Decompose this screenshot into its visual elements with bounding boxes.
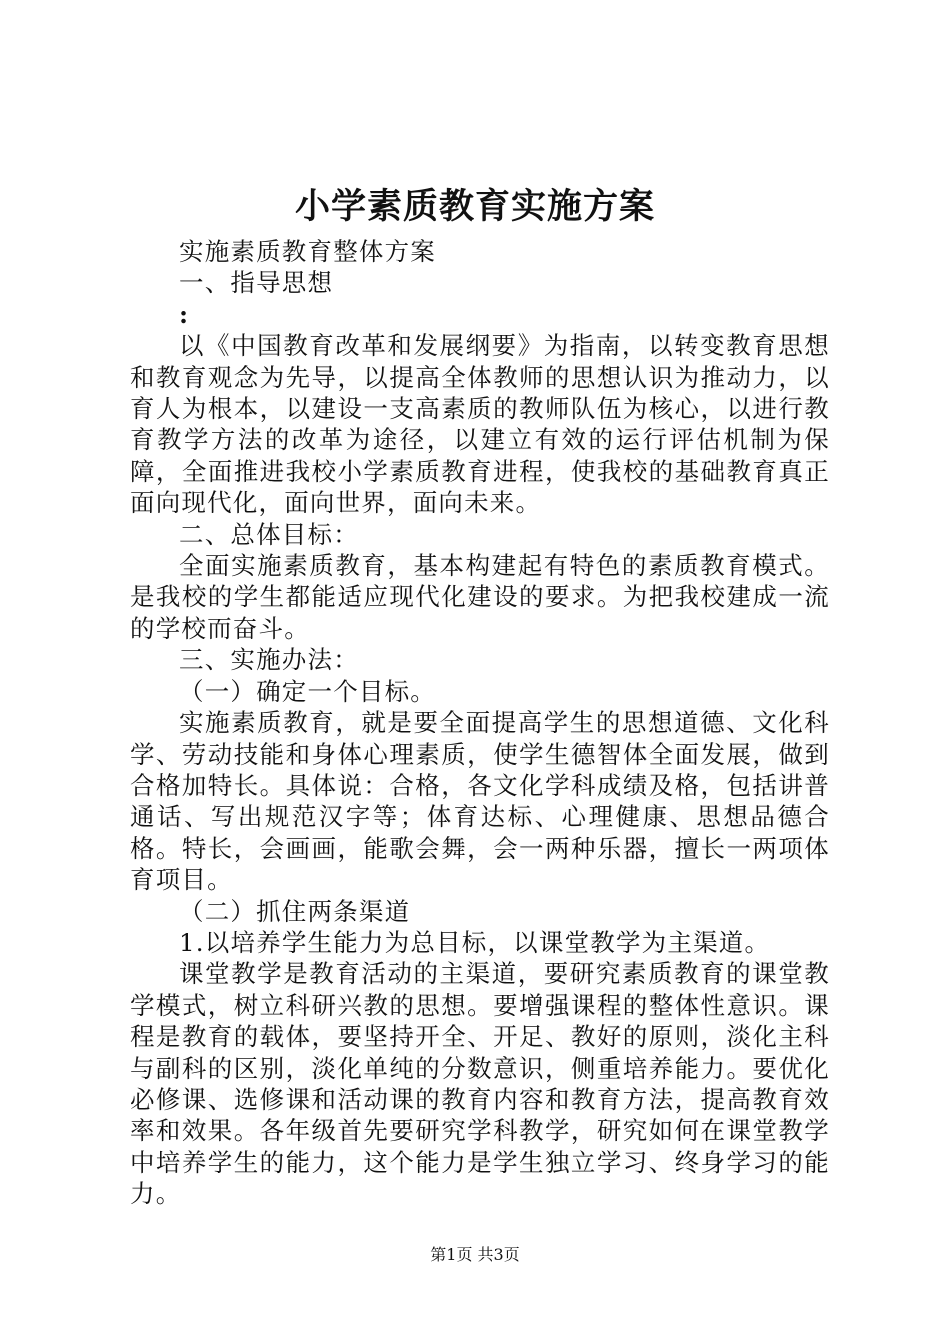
paragraph-guiding-thought: 以《中国教育改革和发展纲要》为指南，以转变教育思想和教育观念为先导，以提高全体教师的思想认识为推动力，以育人为根本，以建设一支高素质的教师队伍为核心，以进行教育教学方法的改革为途径，以建立有效的运行评估机制为保障，全面推进我校小学素质教育进程，使我校的基础教育真正面向现代化，面向世界，面向未来。	[130, 331, 830, 518]
list-item-one: 1.以培养学生能力为总目标，以课堂教学为主渠道。	[179, 927, 771, 957]
page-footer: 第1页 共3页	[430, 1245, 520, 1264]
colon-line: :	[179, 299, 190, 329]
subheading-one-goal: （一）确定一个目标。	[179, 676, 436, 706]
section-heading-overall-goal: 二、总体目标：	[179, 519, 359, 549]
paragraph-classroom-teaching: 课堂教学是教育活动的主渠道，要研究素质教育的课堂教学模式，树立科研兴教的思想。要增强课程的整体性意识。课程是教育的载体，要坚持开全、开足、教好的原则，淡化主科与副科的区别，淡化单纯的分数意识，侧重培养能力。要优化必修课、选修课和活动课的教育内容和教育方法，提高教育效率和效果。各年级首先要研究学科教学，研究如何在课堂教学中培养学生的能力，这个能力是学生独立学习、终身学习的能力。	[130, 959, 830, 1209]
paragraph-one-goal: 实施素质教育，就是要全面提高学生的思想道德、文化科学、劳动技能和身体心理素质，使学生德智体全面发展，做到合格加特长。具体说：合格，各文化学科成绩及格，包括讲普通话、写出规范汉字等；体育达标、心理健康、思想品德合格。特长，会画画，能歌会舞，会一两种乐器，擅长一两项体育项目。	[130, 708, 830, 895]
document-body	[130, 236, 830, 1210]
paragraph-overall-goal: 全面实施素质教育，基本构建起有特色的素质教育模式。是我校的学生都能适应现代化建设的要求。为把我校建成一流的学校而奋斗。	[130, 551, 830, 643]
paragraph-heading-plan: 实施素质教育整体方案	[179, 237, 436, 266]
subheading-two-channels: （二）抓住两条渠道	[179, 896, 411, 926]
document-title: 小学素质教育实施方案	[294, 186, 655, 227]
section-heading-guiding-thought: 一、指导思想	[179, 268, 334, 298]
section-heading-methods: 三、实施办法：	[179, 645, 359, 675]
